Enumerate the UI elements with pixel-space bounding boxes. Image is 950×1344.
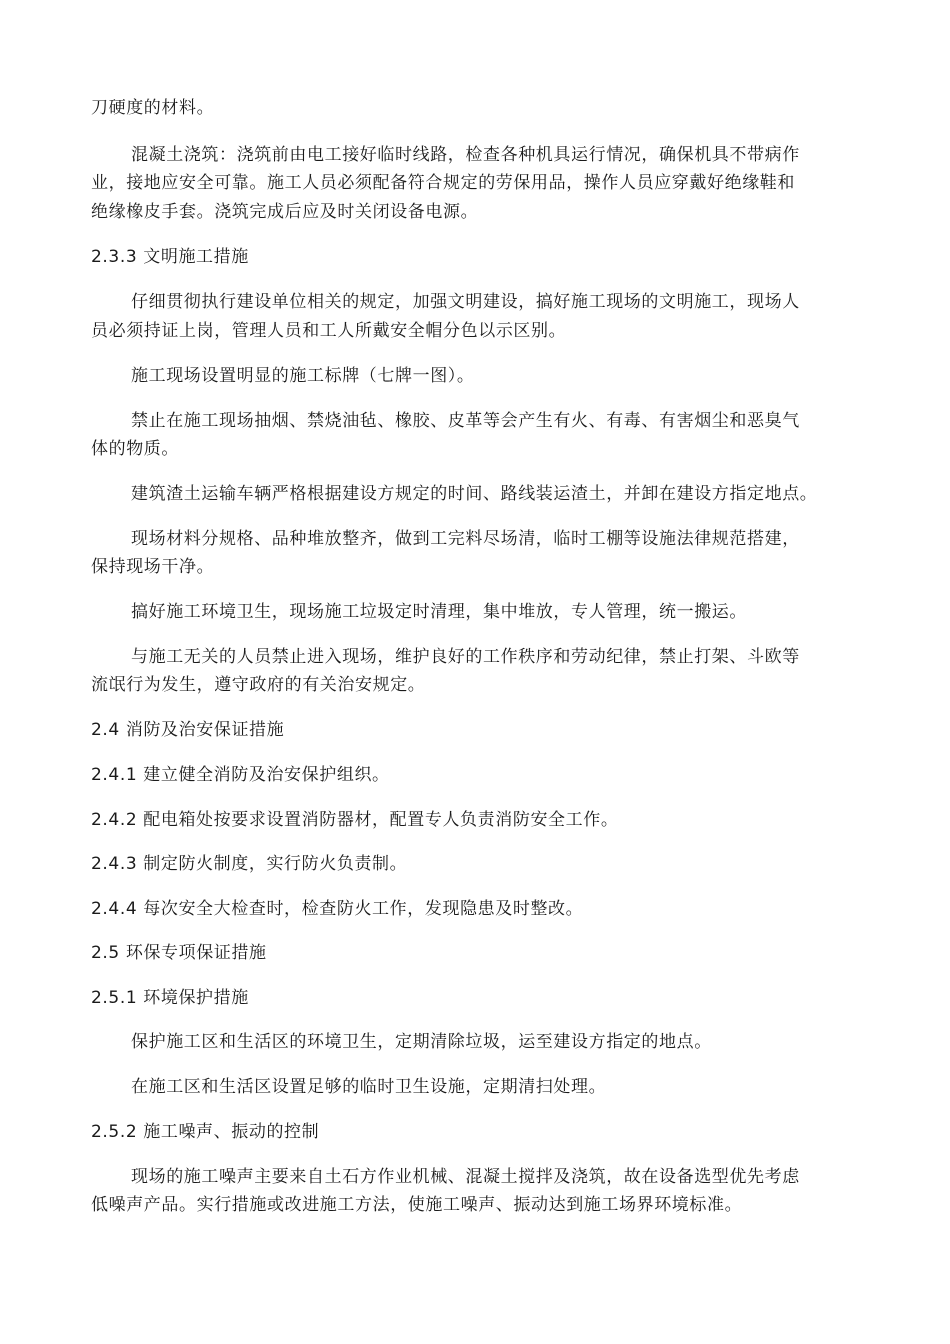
paragraph-line: 员必须持证上岗，管理人员和工人所戴安全帽分色以示区别。 xyxy=(91,321,567,341)
paragraph-line: 施工现场设置明显的施工标牌（七牌一图）。 xyxy=(131,366,475,386)
list-item: 2.4.3 制定防火制度，实行防火负责制。 xyxy=(91,854,408,874)
paragraph-line: 仔细贯彻执行建设单位相关的规定，加强文明建设，搞好施工现场的文明施工，现场人 xyxy=(131,292,800,312)
paragraph-line: 混凝土浇筑：浇筑前由电工接好临时线路，检查各种机具运行情况，确保机具不带病作 xyxy=(131,145,800,165)
paragraph-line: 与施工无关的人员禁止进入现场，维护良好的工作秩序和劳动纪律，禁止打架、斗欧等 xyxy=(131,647,800,667)
paragraph-line: 保护施工区和生活区的环境卫生，定期清除垃圾，运至建设方指定的地点。 xyxy=(131,1032,712,1052)
paragraph-line: 流氓行为发生，遵守政府的有关治安规定。 xyxy=(91,675,426,695)
paragraph-line: 现场的施工噪声主要来自土石方作业机械、混凝土搅拌及浇筑，故在设备选型优先考虑 xyxy=(131,1167,800,1187)
paragraph-line: 禁止在施工现场抽烟、禁烧油毡、橡胶、皮革等会产生有火、有毒、有害烟尘和恶臭气 xyxy=(131,411,800,431)
section-heading: 2.4 消防及治安保证措施 xyxy=(91,720,285,740)
list-item: 2.4.4 每次安全大检查时，检查防火工作，发现隐患及时整改。 xyxy=(91,899,584,919)
list-item: 2.4.2 配电箱处按要求设置消防器材，配置专人负责消防安全工作。 xyxy=(91,810,619,830)
section-heading: 2.5.1 环境保护措施 xyxy=(91,988,249,1008)
paragraph-line: 刀硬度的材料。 xyxy=(91,98,215,118)
paragraph-line: 低噪声产品。实行措施或改进施工方法，使施工噪声、振动达到施工场界环境标准。 xyxy=(91,1195,743,1215)
section-heading: 2.5 环保专项保证措施 xyxy=(91,943,267,963)
paragraph-line: 业，接地应安全可靠。施工人员必须配备符合规定的劳保用品，操作人员应穿戴好绝缘鞋和 xyxy=(91,173,795,193)
paragraph-line: 在施工区和生活区设置足够的临时卫生设施，定期清扫处理。 xyxy=(131,1077,607,1097)
section-heading: 2.3.3 文明施工措施 xyxy=(91,247,249,267)
paragraph-line: 体的物质。 xyxy=(91,439,179,459)
paragraph-line: 绝缘橡皮手套。浇筑完成后应及时关闭设备电源。 xyxy=(91,202,479,222)
paragraph-line: 建筑渣土运输车辆严格根据建设方规定的时间、路线装运渣土，并卸在建设方指定地点。 xyxy=(131,484,818,504)
paragraph-line: 现场材料分规格、品种堆放整齐，做到工完料尽场清，临时工棚等设施法律规范搭建， xyxy=(131,529,800,549)
section-heading: 2.5.2 施工噪声、振动的控制 xyxy=(91,1122,320,1142)
list-item: 2.4.1 建立健全消防及治安保护组织。 xyxy=(91,765,390,785)
paragraph-line: 搞好施工环境卫生，现场施工垃圾定时清理，集中堆放，专人管理，统一搬运。 xyxy=(131,602,747,622)
paragraph-line: 保持现场干净。 xyxy=(91,557,215,577)
